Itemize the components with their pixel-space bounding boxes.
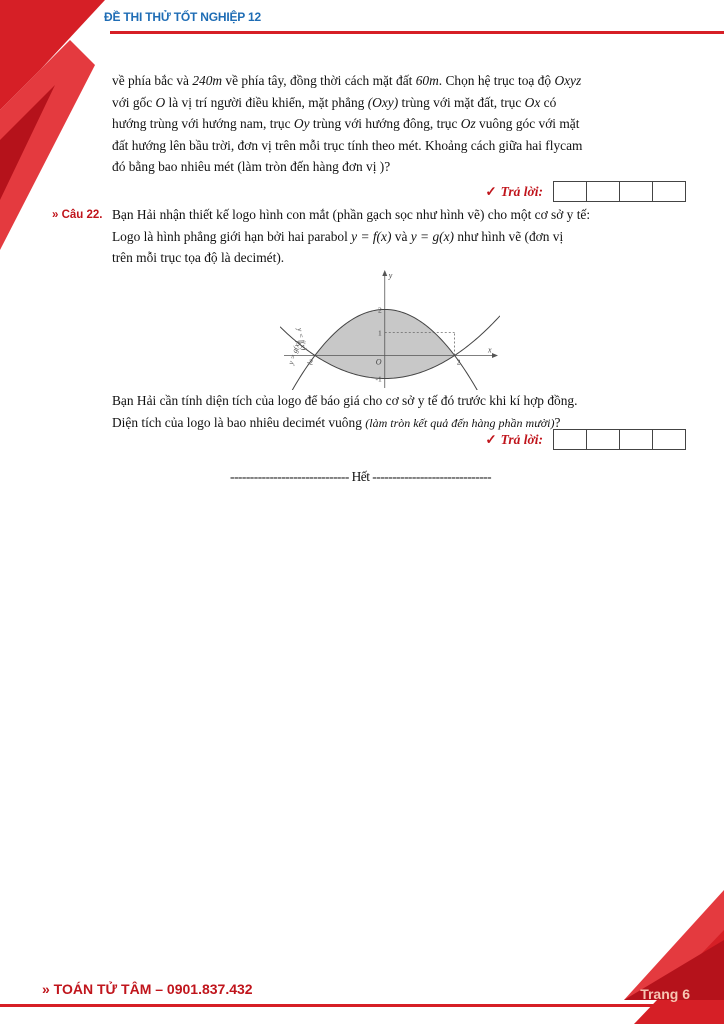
q21-answer-label: ✓ Trả lời: [485,183,543,199]
y-axis-arrow-icon [382,270,387,276]
parabola-graph [280,268,500,390]
question-22-label: » Câu 22. [52,209,103,221]
q21-line-4: đất hướng lên bầu trời, đơn vị trên mỗi trục tính theo mét. Khoảng cách giữa hai flycam [112,137,583,153]
answer-box-2[interactable] [587,430,620,449]
origin-label: O [375,357,382,367]
answer-box-3[interactable] [620,430,653,449]
footer-brand: » TOÁN TỬ TÂM – 0901.837.432 [42,981,253,997]
q21-line-3: hướng trùng với hướng nam, trục Oy trùng với hướng đông, trục Oz vuông góc với mặt [112,116,580,131]
page-number: Trang 6 [640,986,690,1002]
q22-answer-row [485,429,686,450]
q22-after-line-2: Diện tích của logo là bao nhiêu decimét vuông (làm tròn kết quả đến hàng phần mười)? [112,414,561,430]
header-rule [110,31,724,34]
end-of-exam-marker: ------------------------------ Hết ------------------------------ [230,469,492,484]
y-tick-label: 1 [378,328,382,338]
curve-g-label: y = g(x) [286,339,303,366]
q22-answer-boxes[interactable] [553,429,686,450]
top-left-decoration [0,0,130,260]
header-title: ĐỀ THI THỬ TỐT NGHIỆP 12 [104,10,261,24]
q22-answer-label: ✓ Trả lời: [485,431,543,447]
answer-box-1[interactable] [554,430,587,449]
check-icon: ✓ [485,183,497,199]
q21-line-2: với gốc O là vị trí người điều khiển, mặt phẳng (Oxy) trùng với mặt đất, trục Ox có [112,94,557,110]
x-axis-arrow-icon [492,353,498,358]
answer-box-2[interactable] [587,182,620,201]
x-axis-label: x [488,345,492,355]
q21-answer-row [485,181,686,202]
check-icon: ✓ [485,431,497,447]
answer-box-4[interactable] [653,182,685,201]
answer-box-3[interactable] [620,182,653,201]
y-axis-label: y [388,271,393,280]
answer-box-1[interactable] [554,182,587,201]
y-tick-label: 2 [378,305,382,315]
q22-line-1: Bạn Hải nhận thiết kế logo hình con mắt (phần gạch sọc như hình vẽ) cho một cơ sở y tế: [112,207,591,222]
x-tick-label: 2 [456,357,461,367]
footer-rule [0,1004,724,1007]
q22-line-3: trên mỗi trục tọa độ là decimét). [112,250,285,265]
curve-f-label: y = f(x) [295,327,309,352]
question-22-text [112,204,686,269]
q22-line-2: Logo là hình phẳng giới hạn bởi hai parabol y = f(x) và y = g(x) như hình vẽ (đơn vị [112,228,564,244]
x-tick-label: -2 [306,357,314,367]
question-22-continuation [112,390,686,434]
answer-box-4[interactable] [653,430,685,449]
q21-line-1: về phía bắc và 240m về phía tây, đồng thời cách mặt đất 60m. Chọn hệ trục toạ độ Oxyz [112,73,582,88]
question-21-text [112,70,686,178]
q22-after-line-1: Bạn Hải cần tính diện tích của logo để báo giá cho cơ sở y tế đó trước khi kí hợp đồng. [112,393,578,408]
q21-answer-boxes[interactable] [553,181,686,202]
q21-line-5: đó bằng bao nhiêu mét (làm tròn đến hàng đơn vị )? [112,159,391,174]
y-tick-label: -1 [375,374,382,384]
